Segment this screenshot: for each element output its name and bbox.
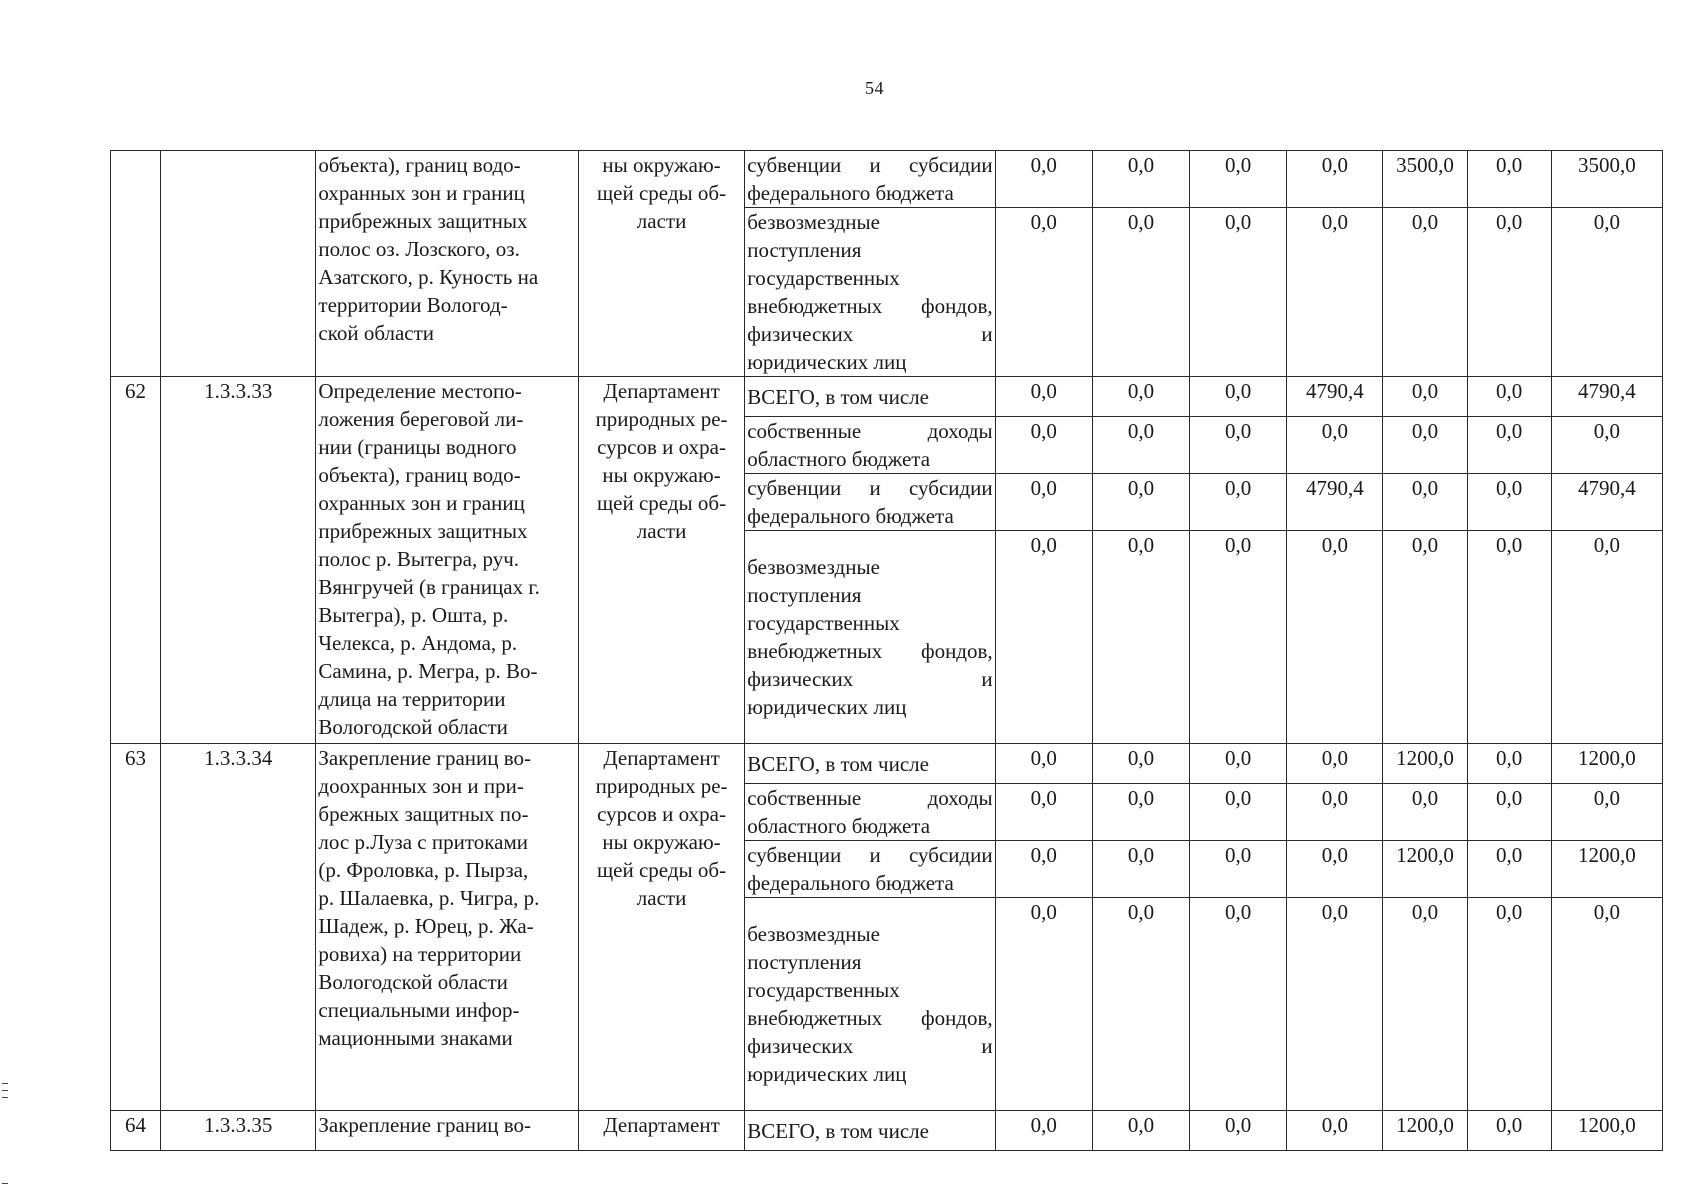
value-cell: 0,0 [1190, 784, 1287, 841]
value-cell: 0,0 [995, 841, 1092, 898]
margin-mark [2, 1083, 8, 1084]
row-index: 62 [111, 377, 161, 744]
value-cell: 0,0 [1287, 531, 1383, 744]
funding-source: безвозмездные поступления государственных внебюджетных фондов, физических и юридических лиц [745, 531, 995, 744]
funding-source: субвенции и субсидии федерального бюджета [745, 151, 995, 208]
value-cell: 0,0 [1383, 784, 1467, 841]
value-cell: 1200,0 [1551, 841, 1662, 898]
funding-source: безвозмездные поступления государственных внебюджетных фондов, физических и юридических лиц [745, 898, 995, 1111]
value-cell: 0,0 [1383, 208, 1467, 377]
value-cell: 0,0 [1190, 841, 1287, 898]
value-cell: 0,0 [1287, 841, 1383, 898]
value-cell: 0,0 [1287, 151, 1383, 208]
value-cell: 1200,0 [1383, 1111, 1467, 1151]
value-cell: 0,0 [1190, 898, 1287, 1111]
value-cell: 0,0 [1092, 531, 1189, 744]
row-department: ны окружаю- щей среды об- ласти [578, 151, 744, 377]
value-cell: 0,0 [1467, 377, 1551, 417]
value-cell: 0,0 [1551, 784, 1662, 841]
value-cell: 0,0 [1383, 474, 1467, 531]
value-cell: 0,0 [1287, 1111, 1383, 1151]
value-cell: 0,0 [995, 208, 1092, 377]
value-cell: 0,0 [1190, 377, 1287, 417]
value-cell: 0,0 [1551, 208, 1662, 377]
row-index [111, 151, 161, 377]
value-cell: 0,0 [1383, 377, 1467, 417]
value-cell: 0,0 [995, 898, 1092, 1111]
value-cell: 0,0 [1190, 1111, 1287, 1151]
value-cell: 0,0 [1092, 1111, 1189, 1151]
margin-mark [2, 1097, 8, 1098]
value-cell: 0,0 [1190, 474, 1287, 531]
value-cell: 0,0 [995, 151, 1092, 208]
funding-source: ВСЕГО, в том числе [745, 1111, 995, 1151]
value-cell: 0,0 [1287, 784, 1383, 841]
value-cell: 0,0 [995, 744, 1092, 784]
value-cell: 0,0 [1190, 744, 1287, 784]
value-cell: 0,0 [995, 377, 1092, 417]
row-code: 1.3.3.35 [161, 1111, 316, 1151]
funding-source: собственные доходы областного бюджета [745, 784, 995, 841]
funding-source: ВСЕГО, в том числе [745, 744, 995, 784]
value-cell: 0,0 [1467, 417, 1551, 474]
value-cell: 0,0 [1551, 898, 1662, 1111]
value-cell: 0,0 [1092, 841, 1189, 898]
row-code: 1.3.3.34 [161, 744, 316, 1111]
value-cell: 0,0 [1467, 474, 1551, 531]
funding-source: ВСЕГО, в том числе [745, 377, 995, 417]
value-cell: 0,0 [1092, 784, 1189, 841]
row-title: объекта), границ водо- охранных зон и границ прибрежных защитных полос оз. Лозского, оз. Азатского, р. Куность на территории Вологод- ской области [316, 151, 579, 377]
value-cell: 0,0 [1092, 898, 1189, 1111]
value-cell: 0,0 [1190, 417, 1287, 474]
value-cell: 0,0 [1467, 531, 1551, 744]
funding-source: собственные доходы областного бюджета [745, 417, 995, 474]
value-cell: 0,0 [1287, 898, 1383, 1111]
row-title: Закрепление границ во- доохранных зон и при- брежных защитных по- лос р.Луза с притоками (р. Фроловка, р. Пырза, р. Шалаевка, р. Чигра, р. Шадеж, р. Юрец, р. Жа- ровиха) на территории Вологодской области специальными инфор- мационными знаками [316, 744, 579, 1111]
value-cell: 0,0 [1467, 784, 1551, 841]
value-cell: 0,0 [995, 531, 1092, 744]
value-cell: 0,0 [1092, 151, 1189, 208]
value-cell: 0,0 [1190, 208, 1287, 377]
value-cell: 1200,0 [1383, 744, 1467, 784]
value-cell: 0,0 [1467, 898, 1551, 1111]
value-cell: 0,0 [995, 417, 1092, 474]
value-cell: 0,0 [1190, 531, 1287, 744]
value-cell: 0,0 [1467, 151, 1551, 208]
funding-source: субвенции и субсидии федерального бюджета [745, 474, 995, 531]
value-cell: 0,0 [1383, 531, 1467, 744]
value-cell: 4790,4 [1287, 474, 1383, 531]
row-title: Закрепление границ во- [316, 1111, 579, 1151]
row-department: Департамент [578, 1111, 744, 1151]
table-row [111, 377, 1663, 417]
value-cell: 0,0 [1092, 744, 1189, 784]
value-cell: 0,0 [995, 784, 1092, 841]
value-cell: 3500,0 [1383, 151, 1467, 208]
row-department: Департамент природных ре- сурсов и охра- ны окружаю- щей среды об- ласти [578, 377, 744, 744]
value-cell: 0,0 [1467, 744, 1551, 784]
value-cell: 0,0 [1383, 898, 1467, 1111]
value-cell: 0,0 [995, 474, 1092, 531]
funding-source: безвозмездные поступления государственных внебюджетных фондов, физических и юридических лиц [745, 208, 995, 377]
value-cell: 3500,0 [1551, 151, 1662, 208]
table-row [111, 744, 1663, 784]
value-cell: 0,0 [1092, 417, 1189, 474]
value-cell: 0,0 [1092, 377, 1189, 417]
table-row [111, 1111, 1663, 1151]
margin-mark [2, 1183, 8, 1184]
value-cell: 0,0 [1383, 417, 1467, 474]
row-index: 63 [111, 744, 161, 1111]
value-cell: 4790,4 [1551, 377, 1662, 417]
margin-mark [2, 1090, 8, 1091]
value-cell: 0,0 [1287, 744, 1383, 784]
row-title: Определение местопо- ложения береговой ли- нии (границы водного объекта), границ водо- охранных зон и границ прибрежных защитных полос р. Вытегра, руч. Вянгручей (в границах г. Вытегра), р. Ошта, р. Челекса, р. Андома, р. Самина, р. Мегра, р. Во- длица на территории Вологодской области [316, 377, 579, 744]
value-cell: 0,0 [1551, 531, 1662, 744]
value-cell: 4790,4 [1287, 377, 1383, 417]
budget-table [110, 150, 1663, 1151]
value-cell: 0,0 [1287, 208, 1383, 377]
row-index: 64 [111, 1111, 161, 1151]
value-cell: 0,0 [1190, 151, 1287, 208]
value-cell: 1200,0 [1551, 1111, 1662, 1151]
value-cell: 0,0 [1092, 208, 1189, 377]
page-number: 54 [865, 78, 884, 98]
value-cell: 0,0 [1287, 417, 1383, 474]
value-cell: 0,0 [1467, 208, 1551, 377]
row-code: 1.3.3.33 [161, 377, 316, 744]
row-code [161, 151, 316, 377]
value-cell: 0,0 [1551, 417, 1662, 474]
value-cell: 0,0 [1467, 1111, 1551, 1151]
value-cell: 0,0 [1092, 474, 1189, 531]
funding-source: субвенции и субсидии федерального бюджета [745, 841, 995, 898]
table-row [111, 151, 1663, 208]
row-department: Департамент природных ре- сурсов и охра- ны окружаю- щей среды об- ласти [578, 744, 744, 1111]
value-cell: 1200,0 [1383, 841, 1467, 898]
value-cell: 0,0 [995, 1111, 1092, 1151]
value-cell: 4790,4 [1551, 474, 1662, 531]
value-cell: 1200,0 [1551, 744, 1662, 784]
value-cell: 0,0 [1467, 841, 1551, 898]
